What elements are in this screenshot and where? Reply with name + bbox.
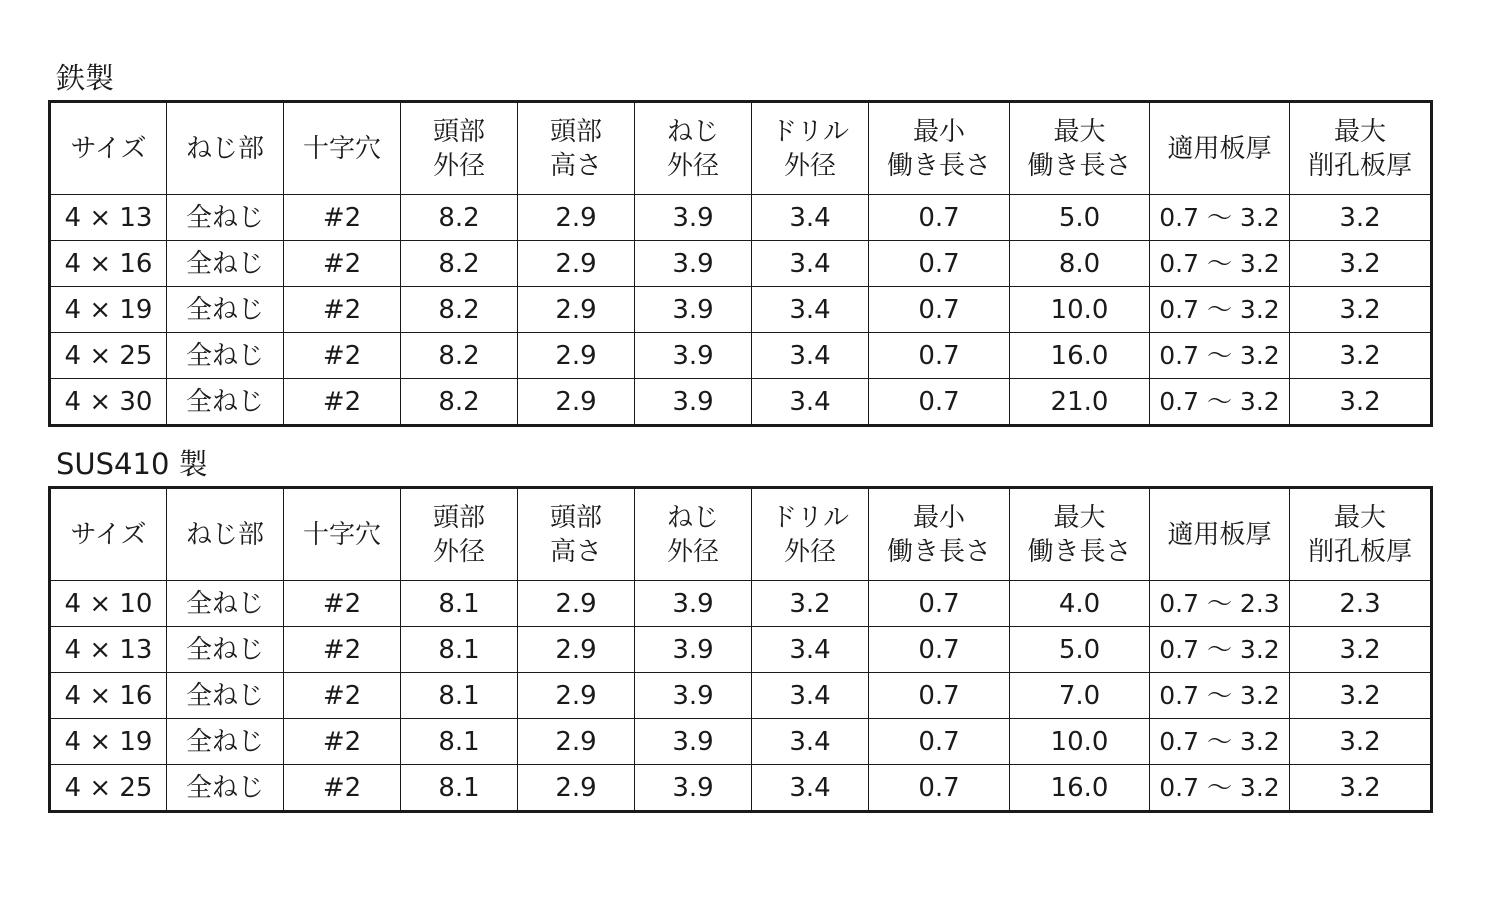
column-header-line: 外径 bbox=[666, 150, 719, 181]
column-header-line: 働き長さ bbox=[1027, 150, 1132, 181]
table-cell: 8.1 bbox=[401, 627, 518, 673]
table-cell: 4 × 19 bbox=[50, 287, 167, 333]
table-cell: 0.7 bbox=[869, 627, 1010, 673]
column-header-line: 最小 bbox=[912, 502, 965, 533]
section-title-iron: 鉄製 bbox=[56, 61, 115, 95]
table-cell: 3.2 bbox=[1290, 241, 1432, 287]
table-cell: 2.9 bbox=[518, 719, 635, 765]
column-header bbox=[401, 102, 518, 195]
table-cell: 3.9 bbox=[635, 765, 752, 812]
table-cell: 3.2 bbox=[752, 581, 869, 627]
column-header bbox=[50, 102, 167, 195]
column-header-line: 働き長さ bbox=[1027, 536, 1132, 567]
table-cell: 3.9 bbox=[635, 287, 752, 333]
column-header bbox=[1290, 102, 1432, 195]
table-cell: #2 bbox=[284, 581, 401, 627]
column-header-line: 頭部 bbox=[549, 502, 602, 533]
table-cell: 0.7 bbox=[869, 765, 1010, 812]
column-header-line: 最大 bbox=[1333, 502, 1386, 533]
column-header-line: ねじ bbox=[666, 502, 719, 533]
table-cell: 4 × 25 bbox=[50, 333, 167, 379]
table-cell: 全ねじ bbox=[167, 333, 284, 379]
table-cell: 0.7 ～ 3.2 bbox=[1150, 333, 1290, 379]
table-cell: 3.9 bbox=[635, 627, 752, 673]
table-cell: 全ねじ bbox=[167, 765, 284, 812]
column-header bbox=[167, 102, 284, 195]
table-cell: 0.7 bbox=[869, 241, 1010, 287]
table-cell: 3.2 bbox=[1290, 673, 1432, 719]
table-cell: 10.0 bbox=[1010, 719, 1150, 765]
table-cell: 0.7 bbox=[869, 673, 1010, 719]
table-cell: 3.4 bbox=[752, 241, 869, 287]
table-cell: 4.0 bbox=[1010, 581, 1150, 627]
table-cell: 3.4 bbox=[752, 673, 869, 719]
table-row bbox=[50, 765, 1432, 812]
table-cell: 3.4 bbox=[752, 719, 869, 765]
table-row bbox=[50, 333, 1432, 379]
header-row bbox=[50, 102, 1432, 195]
table-cell: 2.9 bbox=[518, 673, 635, 719]
column-header bbox=[518, 488, 635, 581]
table-cell: 全ねじ bbox=[167, 627, 284, 673]
table-cell: 3.4 bbox=[752, 379, 869, 426]
column-header-line: 削孔板厚 bbox=[1307, 150, 1412, 181]
table-cell: 8.2 bbox=[401, 241, 518, 287]
table-cell: 2.9 bbox=[518, 627, 635, 673]
table-cell: 0.7 ～ 3.2 bbox=[1150, 719, 1290, 765]
table-cell: 2.9 bbox=[518, 333, 635, 379]
table-cell: #2 bbox=[284, 765, 401, 812]
table-cell: 0.7 bbox=[869, 333, 1010, 379]
column-header-line: 外径 bbox=[783, 150, 836, 181]
column-header-line: 適用板厚 bbox=[1167, 133, 1272, 164]
table-cell: 全ねじ bbox=[167, 719, 284, 765]
column-header-line: 働き長さ bbox=[886, 150, 991, 181]
column-header bbox=[284, 488, 401, 581]
column-header-line: 最大 bbox=[1333, 116, 1386, 147]
column-header-line: ねじ bbox=[666, 116, 719, 147]
column-header-line: 頭部 bbox=[432, 502, 485, 533]
column-header-line: 頭部 bbox=[432, 116, 485, 147]
table-cell: #2 bbox=[284, 287, 401, 333]
table-cell: #2 bbox=[284, 195, 401, 241]
table-cell: 3.2 bbox=[1290, 333, 1432, 379]
table-cell: 4 × 16 bbox=[50, 673, 167, 719]
table-cell: 0.7 ～ 3.2 bbox=[1150, 241, 1290, 287]
column-header bbox=[869, 102, 1010, 195]
table-cell: #2 bbox=[284, 627, 401, 673]
table-cell: 2.9 bbox=[518, 581, 635, 627]
table-cell: 7.0 bbox=[1010, 673, 1150, 719]
table-row bbox=[50, 379, 1432, 426]
table-cell: 21.0 bbox=[1010, 379, 1150, 426]
column-header bbox=[752, 102, 869, 195]
column-header-line: 外径 bbox=[432, 536, 485, 567]
table-cell: 3.4 bbox=[752, 333, 869, 379]
column-header bbox=[1010, 488, 1150, 581]
column-header bbox=[869, 488, 1010, 581]
column-header-line: ねじ部 bbox=[185, 133, 264, 164]
column-header-line: ドリル bbox=[770, 116, 849, 147]
column-header-line: 高さ bbox=[549, 536, 602, 567]
table-cell: 全ねじ bbox=[167, 581, 284, 627]
table-cell: 全ねじ bbox=[167, 379, 284, 426]
table-cell: 8.1 bbox=[401, 719, 518, 765]
table-cell: 0.7 ～ 3.2 bbox=[1150, 765, 1290, 812]
column-header bbox=[635, 102, 752, 195]
table-row bbox=[50, 627, 1432, 673]
table-cell: 8.1 bbox=[401, 581, 518, 627]
table-cell: 3.9 bbox=[635, 673, 752, 719]
column-header-line: 最小 bbox=[912, 116, 965, 147]
table-cell: 3.9 bbox=[635, 333, 752, 379]
table-cell: 0.7 ～ 3.2 bbox=[1150, 673, 1290, 719]
column-header bbox=[1150, 488, 1290, 581]
column-header-line: 十字穴 bbox=[302, 133, 381, 164]
table-row bbox=[50, 581, 1432, 627]
table-cell: 4 × 10 bbox=[50, 581, 167, 627]
column-header-line: 外径 bbox=[432, 150, 485, 181]
column-header-line: ドリル bbox=[770, 502, 849, 533]
table-cell: 3.2 bbox=[1290, 765, 1432, 812]
table-row bbox=[50, 195, 1432, 241]
table-cell: 2.9 bbox=[518, 287, 635, 333]
table-cell: 4 × 13 bbox=[50, 627, 167, 673]
table-cell: 0.7 bbox=[869, 195, 1010, 241]
table-cell: 8.1 bbox=[401, 765, 518, 812]
table-cell: 3.9 bbox=[635, 379, 752, 426]
column-header bbox=[635, 488, 752, 581]
table-cell: 3.4 bbox=[752, 627, 869, 673]
column-header-line: ねじ部 bbox=[185, 519, 264, 550]
table-cell: #2 bbox=[284, 719, 401, 765]
table-cell: 8.2 bbox=[401, 195, 518, 241]
column-header-line: 十字穴 bbox=[302, 519, 381, 550]
table-cell: 0.7 bbox=[869, 379, 1010, 426]
table-cell: 16.0 bbox=[1010, 333, 1150, 379]
table-cell: 8.2 bbox=[401, 379, 518, 426]
table-cell: 3.2 bbox=[1290, 195, 1432, 241]
table-cell: 4 × 30 bbox=[50, 379, 167, 426]
table-cell: #2 bbox=[284, 333, 401, 379]
table-cell: 2.3 bbox=[1290, 581, 1432, 627]
spec-table-iron bbox=[48, 100, 1433, 427]
column-header-line: 頭部 bbox=[549, 116, 602, 147]
table-cell: 3.4 bbox=[752, 287, 869, 333]
table-cell: 3.2 bbox=[1290, 379, 1432, 426]
column-header bbox=[518, 102, 635, 195]
column-header bbox=[284, 102, 401, 195]
column-header-line: 削孔板厚 bbox=[1307, 536, 1412, 567]
table-cell: 10.0 bbox=[1010, 287, 1150, 333]
column-header bbox=[752, 488, 869, 581]
table-cell: 3.4 bbox=[752, 765, 869, 812]
table-cell: 3.9 bbox=[635, 241, 752, 287]
column-header bbox=[1290, 488, 1432, 581]
table-cell: 0.7 bbox=[869, 719, 1010, 765]
table-cell: #2 bbox=[284, 379, 401, 426]
table-cell: 4 × 19 bbox=[50, 719, 167, 765]
table-cell: 0.7 ～ 2.3 bbox=[1150, 581, 1290, 627]
column-header-line: 外径 bbox=[783, 536, 836, 567]
table-cell: 4 × 13 bbox=[50, 195, 167, 241]
column-header-line: 外径 bbox=[666, 536, 719, 567]
column-header-line: 最大 bbox=[1053, 116, 1106, 147]
column-header-line: 適用板厚 bbox=[1167, 519, 1272, 550]
table-cell: 3.2 bbox=[1290, 627, 1432, 673]
column-header-line: 高さ bbox=[549, 150, 602, 181]
column-header-line: サイズ bbox=[70, 519, 147, 550]
column-header bbox=[50, 488, 167, 581]
table-cell: 2.9 bbox=[518, 379, 635, 426]
column-header bbox=[1010, 102, 1150, 195]
section-title-sus410: SUS410 製 bbox=[56, 447, 208, 481]
table-cell: 全ねじ bbox=[167, 195, 284, 241]
table-cell: 8.1 bbox=[401, 673, 518, 719]
table-cell: 3.2 bbox=[1290, 719, 1432, 765]
table-cell: 2.9 bbox=[518, 241, 635, 287]
table-cell: 8.2 bbox=[401, 333, 518, 379]
table-cell: 5.0 bbox=[1010, 627, 1150, 673]
column-header-line: 働き長さ bbox=[886, 536, 991, 567]
table-row bbox=[50, 719, 1432, 765]
column-header bbox=[1150, 102, 1290, 195]
column-header bbox=[401, 488, 518, 581]
table-cell: 0.7 bbox=[869, 287, 1010, 333]
table-cell: 2.9 bbox=[518, 195, 635, 241]
table-cell: 3.9 bbox=[635, 581, 752, 627]
table-cell: 4 × 25 bbox=[50, 765, 167, 812]
table-cell: 3.2 bbox=[1290, 287, 1432, 333]
table-cell: 2.9 bbox=[518, 765, 635, 812]
table-cell: 3.9 bbox=[635, 719, 752, 765]
table-cell: 4 × 16 bbox=[50, 241, 167, 287]
table-row bbox=[50, 673, 1432, 719]
column-header bbox=[167, 488, 284, 581]
header-row bbox=[50, 488, 1432, 581]
table-cell: 5.0 bbox=[1010, 195, 1150, 241]
table-cell: 0.7 ～ 3.2 bbox=[1150, 287, 1290, 333]
table-cell: 3.4 bbox=[752, 195, 869, 241]
table-row bbox=[50, 241, 1432, 287]
table-cell: 0.7 ～ 3.2 bbox=[1150, 195, 1290, 241]
table-cell: #2 bbox=[284, 673, 401, 719]
column-header-line: 最大 bbox=[1053, 502, 1106, 533]
table-cell: 8.0 bbox=[1010, 241, 1150, 287]
table-cell: 全ねじ bbox=[167, 673, 284, 719]
column-header-line: サイズ bbox=[70, 133, 147, 164]
table-cell: 3.9 bbox=[635, 195, 752, 241]
table-cell: 16.0 bbox=[1010, 765, 1150, 812]
table-cell: 全ねじ bbox=[167, 287, 284, 333]
table-cell: 8.2 bbox=[401, 287, 518, 333]
table-cell: 0.7 ～ 3.2 bbox=[1150, 627, 1290, 673]
table-cell: 0.7 ～ 3.2 bbox=[1150, 379, 1290, 426]
table-cell: 全ねじ bbox=[167, 241, 284, 287]
table-cell: #2 bbox=[284, 241, 401, 287]
table-row bbox=[50, 287, 1432, 333]
spec-table-sus410 bbox=[48, 486, 1433, 813]
table-cell: 0.7 bbox=[869, 581, 1010, 627]
